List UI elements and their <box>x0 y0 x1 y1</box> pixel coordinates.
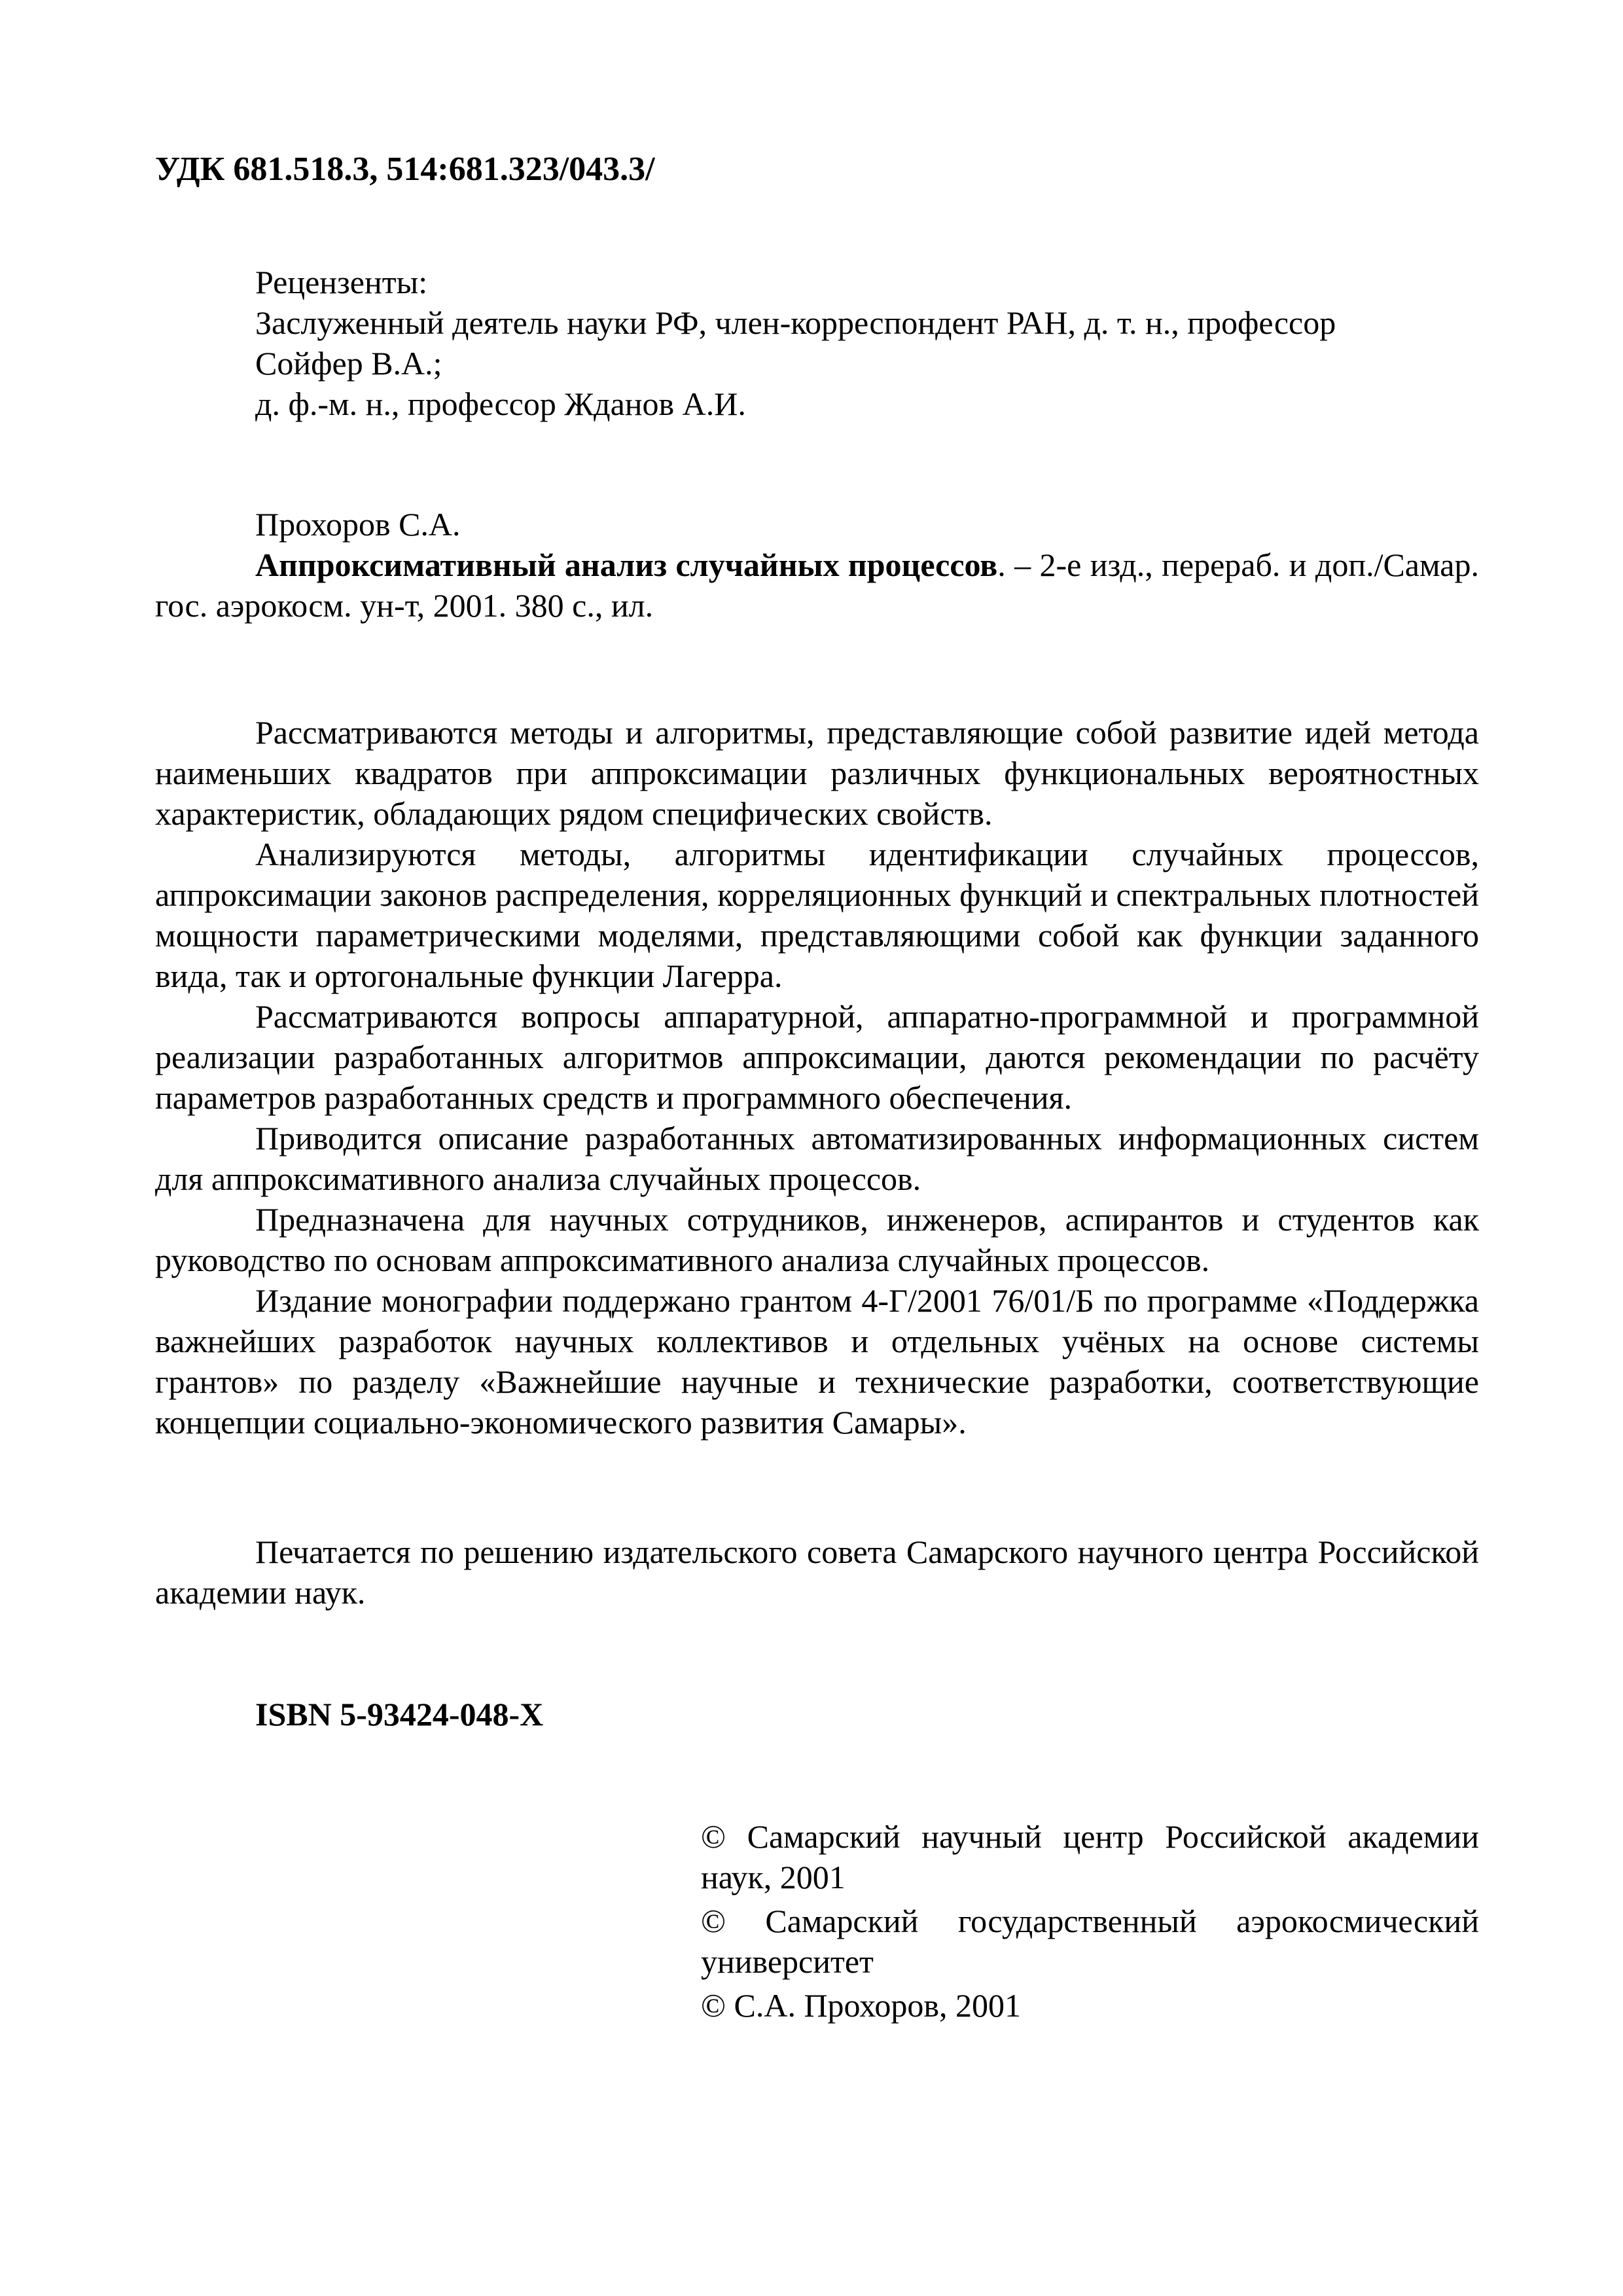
book-title: Аппроксимативный анализ случайных процессов <box>255 547 998 583</box>
reviewer-line: Заслуженный деятель науки РФ, член-корреспондент РАН, д. т. н., профессор <box>255 304 1336 341</box>
copyright-line: © Самарский научный центр Российской академии наук, 2001 <box>701 1818 1479 1895</box>
abstract-paragraph: Издание монографии поддержано грантом 4-Г/2001 76/01/Б по программе «Поддержка важнейших разработок научных коллективов и отдельных учёных на основе системы грантов» по разделу «Важнейшие научные и технические разработки, соответствующие концепции социально-экономического развития Самары». <box>155 1282 1479 1441</box>
reviewer-line: д. ф.-м. н., профессор Жданов А.И. <box>255 386 746 422</box>
bibliographic-record <box>155 504 1479 626</box>
edition-details: . – 2-е изд., перераб. и доп./Самар. гос. аэрокосм. ун-т, 2001. 380 с., ил. <box>155 547 1479 624</box>
publication-decision: Печатается по решению издательского совета Самарского научного центра Российской академии наук. <box>155 1534 1479 1611</box>
reviewers-section <box>255 262 1472 424</box>
copyright-line: © Самарский государственный аэрокосмический университет <box>701 1903 1479 1980</box>
reviewer-line: Сойфер В.А.; <box>255 345 442 382</box>
isbn: ISBN 5-93424-048-X <box>255 1696 544 1732</box>
abstract-paragraph: Анализируются методы, алгоритмы идентификации случайных процессов, аппроксимации законов распределения, корреляционных функций и спектральных плотностей мощности параметрическими моделями, представляющими собой как функции заданного вида, так и ортогональные функции Лагерра. <box>155 836 1479 994</box>
copyright-notices <box>701 1816 1479 2029</box>
abstract-paragraph: Предназначена для научных сотрудников, инженеров, аспирантов и студентов как руководство по основам аппроксимативного анализа случайных процессов. <box>155 1201 1479 1278</box>
abstract-paragraph: Рассматриваются вопросы аппаратурной, аппаратно-программной и программной реализации разработанных алгоритмов аппроксимации, даются рекомендации по расчёту параметров разработанных средств и программного обеспечения. <box>155 998 1479 1116</box>
abstract-paragraph: Рассматриваются методы и алгоритмы, представляющие собой развитие идей метода наименьших квадратов при аппроксимации различных функциональных вероятностных характеристик, обладающих рядом специфических свойств. <box>155 714 1479 832</box>
reviewers-heading: Рецензенты: <box>255 264 428 300</box>
copyright-line: © С.А. Прохоров, 2001 <box>701 1987 1022 2024</box>
author-name: Прохоров С.А. <box>255 506 461 543</box>
abstract-paragraph: Приводится описание разработанных автоматизированных информационных систем для аппроксимативного анализа случайных процессов. <box>155 1120 1479 1197</box>
abstract <box>155 712 1479 1443</box>
udk-code: УДК 681.518.3, 514:681.323/043.3/ <box>155 151 655 188</box>
bibliographic-reference <box>155 545 1479 626</box>
